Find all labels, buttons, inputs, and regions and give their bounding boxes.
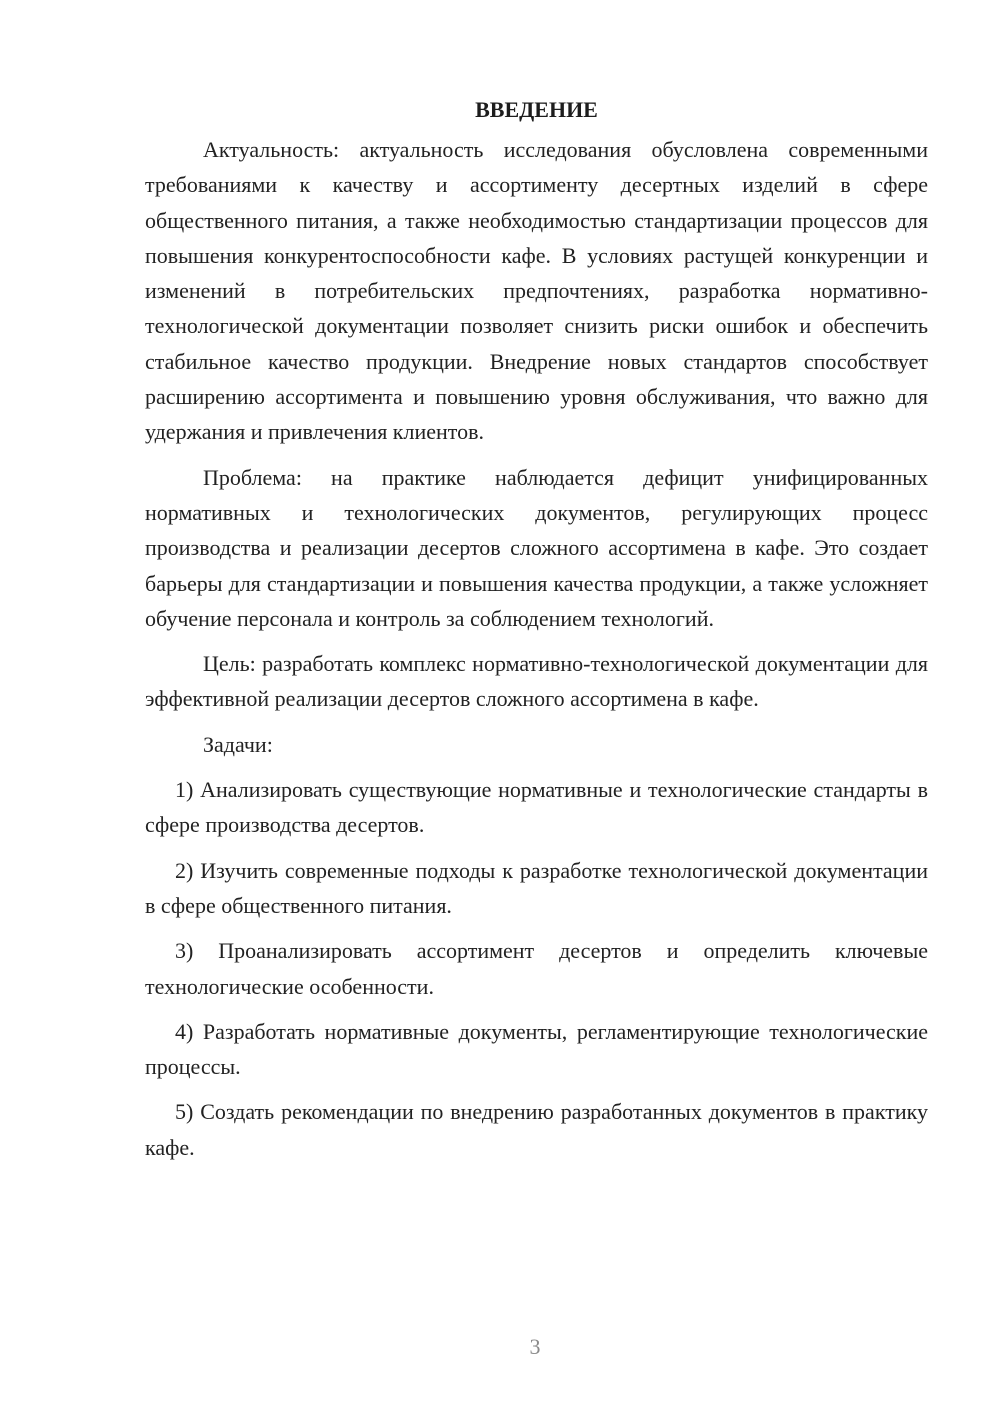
task-item: 5) Создать рекомендации по внедрению разработанных документов в практику кафе. — [145, 1099, 928, 1160]
relevance-paragraph: Актуальность: актуальность исследования обусловлена современными требованиями к качеству и ассортименту десертных изделий в сфере общественного питания, а также необходимостью стандартизации процессов для повышения конкурентоспособности кафе. В условиях растущей конкуренции и изменений в потребительских предпочтениях, разработка нормативно-технологической документации позволяет снизить риски ошибок и обеспечить стабильное качество продукции. Внедрение новых стандартов способствует расширению ассортимента и повышению уровня обслуживания, что важно для удержания и привлечения клиентов. — [145, 137, 928, 445]
task-item: 3) Проанализировать ассортимент десертов и определить ключевые технологические особенности. — [145, 938, 928, 999]
tasks-heading: Задачи: — [203, 731, 273, 757]
page-content — [145, 92, 928, 1165]
task-item: 4) Разработать нормативные документы, регламентирующие технологические процессы. — [145, 1018, 928, 1080]
page-number: 3 — [529, 1334, 541, 1359]
problem-paragraph: Проблема: на практике наблюдается дефицит унифицированных нормативных и технологических документов, регулирующих процесс производства и реализации десертов сложного ассортимена в кафе. Это создает барьеры для стандартизации и повышения качества продукции, а также усложняет обучение персонала и контроль за соблюдением технологий. — [145, 464, 928, 631]
task-item: 2) Изучить современные подходы к разработке технологической документации в сфере общественного питания. — [145, 857, 928, 918]
goal-paragraph: Цель: разработать комплекс нормативно-технологической документации для эффективной реализации десертов сложного ассортимена в кафе. — [145, 651, 928, 712]
section-title: ВВЕДЕНИЕ — [475, 97, 598, 122]
task-item: 1) Анализировать существующие нормативные и технологические стандарты в сфере производства десертов. — [145, 777, 928, 838]
